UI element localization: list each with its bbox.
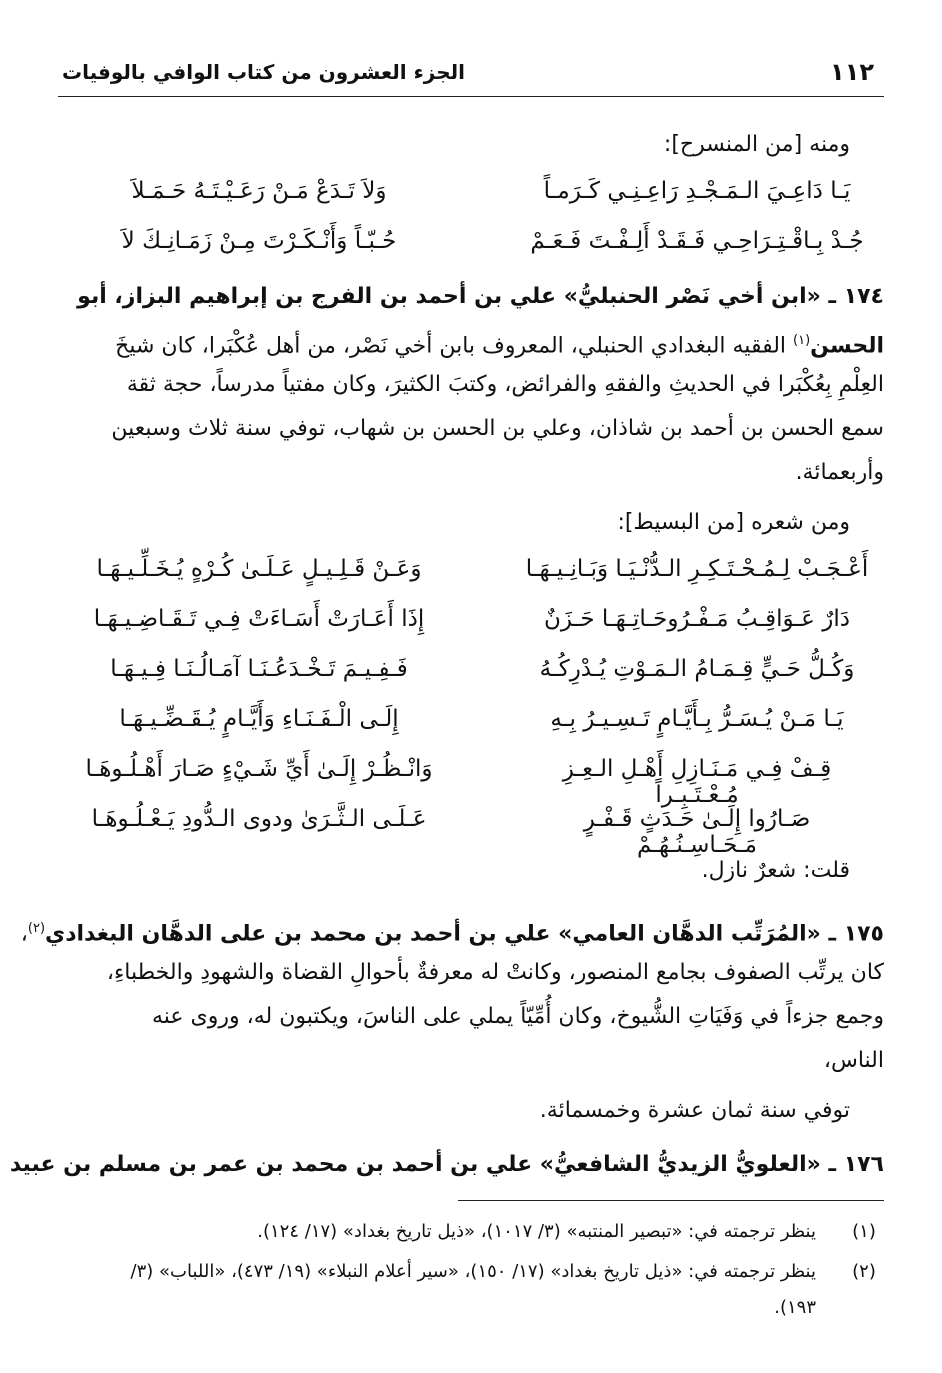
verse-line: [58, 556, 884, 596]
poem-intro: ومن شعره [من البسيط]:: [617, 510, 850, 535]
entry-174-line: وأربعمائة.: [795, 460, 884, 485]
verse-line: [58, 178, 884, 218]
footnote-text: ينظر ترجمته في: «ذيل تاريخ بغداد» (١٧/ ١٥٠)، «سير أعلام النبلاء» (١٩/ ٤٧٣)، «اللباب» (٣/: [130, 1261, 816, 1282]
verse-line: [58, 606, 884, 646]
entry-175-heading: [20, 914, 884, 949]
author-note: قلت: شعرٌ نازل.: [701, 858, 850, 883]
verse-hemistich-second: حُـبّـاً وَأَنْـكَـرْتَ مِـنْ زَمَـانِـكَ لاَ: [121, 228, 397, 254]
verse-line: [58, 228, 884, 268]
entry-174-line: سمع الحسن بن أحمد بن شاذان، وعلي بن الحسن بن شهاب، توفي سنة ثلاث وسبعين: [111, 416, 884, 441]
entry-174-name: الحسن: [810, 333, 884, 359]
entry-175-title: ١٧٥ ـ «المُرَتِّب الدهَّان العامي» علي بن أحمد بن محمد بن على الدهَّان البغدادي: [45, 921, 884, 947]
verse-hemistich-second: وَانْـظُـرْ إِلَـىٰ أَيِّ شَـيْءٍ صَـارَ أَهْـلُـوهَـا: [85, 756, 433, 782]
entry-175-comma: ،: [20, 921, 28, 947]
verse-line: [58, 656, 884, 696]
footnote-number: (١): [852, 1221, 876, 1242]
footnote-text: ينظر ترجمته في: «تبصير المنتبه» (٣/ ١٠١٧)، «ذيل تاريخ بغداد» (١٧/ ١٢٤).: [257, 1221, 816, 1242]
entry-175-line: كان يرتِّب الصفوف بجامع المنصور، وكانتْ له معرفةٌ بأحوالِ القضاة والشهودِ والخطباءِ،: [106, 960, 884, 985]
entry-176-heading: ١٧٦ ـ «العلويُّ الزيديُّ الشافعيُّ» علي بن أحمد بن محمد بن عمر بن مسلم بن عبيد: [9, 1152, 884, 1177]
footnote-ref: (٢): [27, 921, 46, 936]
page-header: [58, 52, 884, 97]
verse-line: [58, 806, 884, 858]
verse-hemistich-first: جُـدْ بِـاقْـتِـرَاحِـي فَـقَـدْ أَلِـفْـتَ فَـعَـمْ: [530, 228, 864, 254]
verse-hemistich-second: فَـفِـيـمَ تَـخْـدَعُـنَـا آمَـالُـنَـا فِـيـهَـا: [110, 656, 408, 682]
verse-hemistich-second: إِلَـى الْـفَـنَـاءِ وَأَيَّـامٍ يُـقَـضِّـيـهَـا: [119, 706, 399, 732]
entry-174-line: [58, 326, 884, 361]
verse-hemistich-second: عَـلَـى الـثَّـرَىٰ ودوى الـدُّودِ يَـعْـلُـوهَـا: [91, 806, 427, 832]
footnote-ref: (١): [793, 333, 811, 348]
verse-hemistich-first: يَـا دَاعِـيَ الـمَـجْـدِ رَاعِـنِـي كَـرَمـاً: [543, 178, 851, 204]
footnote-number: (٢): [852, 1261, 876, 1282]
verse-line: [58, 706, 884, 746]
entry-175-line: وجمع جزءاً في وَفَيَاتِ الشُّيوخ، وكان أُمِّيّاً يملي على الناسَ، ويكتبون له، وروى عنه: [151, 1004, 884, 1029]
entry-174-text: الفقيه البغدادي الحنبلي، المعروف بابن أخي نَصْر، من أهل عُكْبَرا، كان شيخَ: [115, 333, 794, 359]
verse-hemistich-first: أَعْـجَـبْ لِـمُـحْـتَـكِـرِ الـدُّنْـيَـا وَبَـانِـيـهَـا: [525, 556, 869, 582]
verse-hemistich-first: دَارٌ عَـوَاقِـبُ مَـفْـرُوحَـاتِـهَـا حَـزَنٌ: [544, 606, 850, 632]
running-title: الجزء العشرون من كتاب الوافي بالوفيات: [62, 60, 466, 84]
entry-175-line: الناس،: [823, 1048, 884, 1073]
page-number: ١١٢: [830, 58, 874, 86]
verse-line: [58, 756, 884, 808]
verse-hemistich-second: وَلاَ تَـدَعْ مَـنْ رَعَـيْـتَـهُ حَـمَـلاَ: [131, 178, 387, 204]
poem-intro: ومنه [من المنسرح]:: [663, 132, 850, 157]
verse-hemistich-first: يَـا مَـنْ يُـسَـرُّ بِـأَيَّـامٍ تَـسِـيـرُ بِـهِ: [550, 706, 844, 732]
verse-hemistich-first: صَـارُوا إِلَـىٰ حَـدَثٍ قَـفْـرٍ مَـحَـاسِـنُـهُـمْ: [583, 806, 811, 858]
entry-174-line: العِلْمِ بِعُكْبَرا في الحديثِ والفقهِ والفرائض، وكتبَ الكثيرَ، وكان مفتياً مدرساً، حجة ثقة: [126, 372, 884, 397]
verse-hemistich-first: قِـفْ فِـي مَـنَـازِلِ أَهْـلِ الـعِـزِ مُـعْـتَـبِـراً: [562, 756, 832, 808]
entry-174-heading: ١٧٤ ـ «ابن أخي نَصْر الحنبليُّ» علي بن أحمد بن الفرج بن إبراهيم البزاز، أبو: [77, 284, 884, 309]
footnote-separator: [458, 1200, 884, 1201]
entry-175-line: توفي سنة ثمان عشرة وخمسمائة.: [539, 1098, 850, 1123]
verse-hemistich-first: وَكُـلُّ حَـيٍّ قِـمَـامُ الـمَـوْتِ يُـدْرِكُـهُ: [539, 656, 855, 682]
footnote-text: ١٩٣).: [774, 1297, 816, 1318]
verse-hemistich-second: وَعَـنْ قَـلِـيـلٍ عَـلَـىٰ كُـرْهٍ يُـخَـلِّـيـهَـا: [96, 556, 422, 582]
verse-hemistich-second: إِذَا أَعَـارَتْ أَسَـاءَتْ فِـي تَـقَـاضِـيـهَـا: [93, 606, 425, 632]
